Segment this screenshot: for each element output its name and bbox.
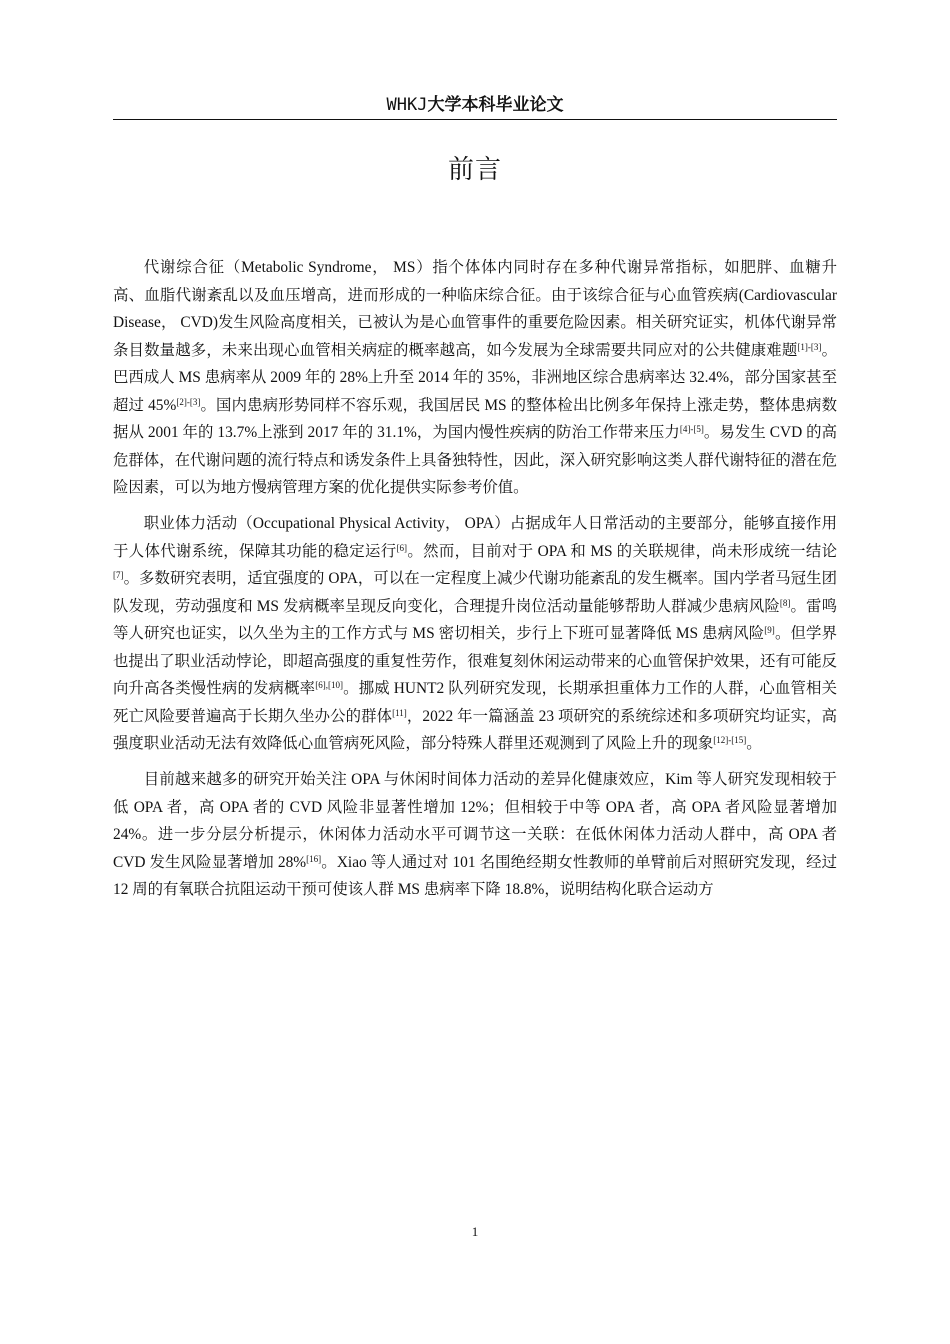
paragraph-text: ，2022 年一篇涵盖 23 项研究的系统综述和多项研究均证实，高强度职业活动无法有效降低心血管病死风险，部分特殊人群里还观测到了风险上升的现象 xyxy=(113,707,837,752)
paragraph-text: 。挪威 HUNT2 队列研究发现，长期承担重体力工作的人群，心血管相关死亡风险要普遍高于长期久坐办公的群体 xyxy=(113,680,837,725)
citation-ref: [12]-[15] xyxy=(713,735,747,746)
paragraph-text: 。易发生 CVD 的高危群体，在代谢问题的流行特点和诱发条件上具备独特性，因此，深入研究影响这类人群代谢特征的潜在危险因素，可以为地方慢病管理方案的优化提供实际参考价值。 xyxy=(113,424,837,496)
paragraph-text: 。Xiao 等人通过对 101 名围绝经期女性教师的单臂前后对照研究发现，经过 12 周的有氧联合抗阻运动干预可使该人群 MS 患病率下降 18.8%，说明结构化联合运动方 xyxy=(113,853,838,898)
paragraph-text: 。但学界也提出了职业活动悖论，即超高强度的重复性劳作，很难复刻休闲运动带来的心血管保护效果，还有可能反向升高各类慢性病的发病概率 xyxy=(113,625,837,697)
citation-ref: [7] xyxy=(113,570,124,581)
citation-ref: [9] xyxy=(764,625,775,636)
section-title: 前言 xyxy=(447,155,502,185)
citation-ref: [8] xyxy=(779,597,791,608)
paragraph-text: 。 xyxy=(746,735,762,752)
paragraph-text: 。然而，目前对于 OPA 和 MS 的关联规律，尚未形成统一结论 xyxy=(407,542,837,560)
header-rule xyxy=(113,119,837,120)
body-text xyxy=(113,254,837,912)
page-number: 1 xyxy=(471,1224,479,1239)
citation-ref: [1]-[3] xyxy=(797,341,822,352)
running-header xyxy=(113,92,837,118)
paragraph xyxy=(113,510,837,758)
paragraph-text: 。多数研究表明，适宜强度的 OPA，可以在一定程度上减少代谢功能紊乱的发生概率。国内学者马冠生团队发现，劳动强度和 MS 发病概率呈现反向变化，合理提升岗位活动量能够帮助人群减少患病风险 xyxy=(113,570,837,615)
paragraph-text: 。雷鸣等人研究也证实，以久坐为主的工作方式与 MS 密切相关，步行上下班可显著降低 MS 患病风险 xyxy=(113,597,837,642)
paragraph-text: 。巴西成人 MS 患病率从 2009 年的 28%上升至 2014 年的 35%，非洲地区综合患病率达 32.4%，部分国家甚至超过 45% xyxy=(113,341,837,414)
paragraph-text: 代谢综合征（Metabolic Syndrome， MS）指个体体内同时存在多种代谢异常指标，如肥胖、血糖升高、血脂代谢紊乱以及血压增高，进而形成的一种临床综合征。由于该综合征与心血管疾病(Cardiovascular Disease， CVD)发生风险高度相关，已被认为是心血管事件的重要危险因素。相关研究证实，机体代谢异常条目数量越多，未来出现心血管相关病症的概率越高，如今发展为全球需要共同应对的公共健康难题 xyxy=(113,259,837,359)
citation-ref: [11] xyxy=(392,707,407,718)
paragraph-text: 目前越来越多的研究开始关注 OPA 与休闲时间体力活动的差异化健康效应，Kim 等人研究发现相较于低 OPA 者，高 OPA 者的 CVD 风险非显著性增加 12%；但相较于中等 OPA 者，高 OPA 者风险显著增加 24%。进一步分层分析提示，休闲体力活动水平可调节这一关联：在低休闲体力活动人群中，高 OPA 者 CVD 发生风险显著增加 28% xyxy=(113,771,837,871)
citation-ref: [2]-[3] xyxy=(176,396,201,407)
paragraph xyxy=(113,254,837,502)
citation-ref: [16] xyxy=(306,853,322,864)
running-header-latin: WHKJ xyxy=(386,95,428,115)
paragraph xyxy=(113,766,837,904)
paragraph-text: 。国内患病形势同样不容乐观，我国居民 MS 的整体检出比例多年保持上涨走势，整体患病数据从 2001 年的 13.7%上涨到 2017 年的 31.1%，为国内慢性疾病的防治工作带来压力 xyxy=(113,396,837,441)
citation-ref: [4]-[5] xyxy=(679,424,704,435)
paragraph-text: 职业体力活动（Occupational Physical Activity， OPA）占据成年人日常活动的主要部分，能够直接作用于人体代谢系统，保障其功能的稳定运行 xyxy=(113,515,837,560)
citation-ref: [6],[10] xyxy=(315,680,343,691)
citation-ref: [6] xyxy=(396,542,408,553)
running-header-cjk: 大学本科毕业论文 xyxy=(427,95,564,115)
